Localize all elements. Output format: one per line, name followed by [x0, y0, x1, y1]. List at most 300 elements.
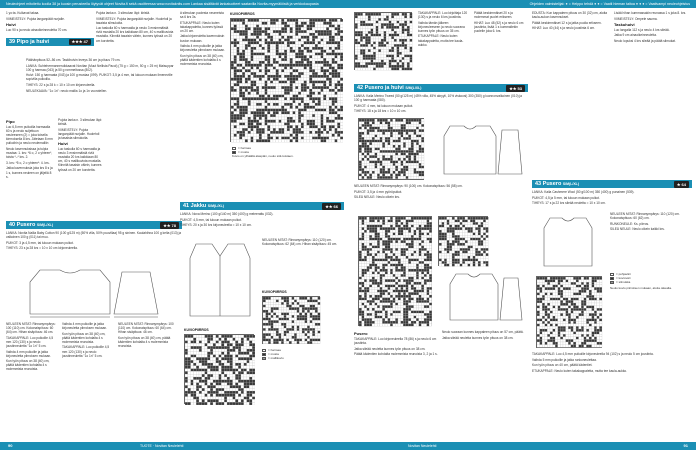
- chart-cell: [359, 264, 362, 267]
- chart-cell: [284, 326, 287, 329]
- chart-cell: [390, 259, 393, 262]
- chart-cell: [371, 31, 374, 34]
- chart-cell: [248, 97, 251, 100]
- chart-cell: [402, 36, 405, 39]
- chart-cell: [372, 298, 375, 301]
- chart-cell: [265, 36, 268, 39]
- chart-cell: [265, 58, 268, 61]
- chart-cell: [281, 47, 284, 50]
- chart-cell: [337, 114, 340, 117]
- chart-cell: [287, 81, 290, 84]
- chart-cell: [289, 307, 292, 310]
- chart-cell: [295, 97, 298, 100]
- chart-cell: [310, 318, 313, 321]
- chart-cell: [251, 25, 254, 28]
- chart-cell: [279, 318, 282, 321]
- chart-cell: [318, 341, 321, 344]
- chart-cell: [205, 352, 208, 355]
- chart-cell: [237, 44, 240, 47]
- chart-cell: [401, 274, 404, 277]
- chart-cell: [377, 272, 380, 275]
- chart-cell: [290, 86, 293, 89]
- chart-cell: [307, 89, 310, 92]
- chart-cell: [238, 366, 241, 369]
- chart-cell: [390, 287, 393, 290]
- chart-cell: [245, 27, 248, 30]
- chart-cell: [388, 269, 391, 272]
- chart-cell: [286, 310, 289, 313]
- chart-cell: [292, 318, 295, 321]
- chart-cell: [199, 349, 202, 352]
- chart-cell: [219, 399, 222, 402]
- chart-cell: [411, 311, 414, 314]
- chart-cell: [403, 142, 406, 145]
- chart-cell: [414, 153, 417, 156]
- chart-cell: [372, 238, 375, 241]
- chart-cell: [421, 227, 424, 230]
- chart-cell: [270, 53, 273, 56]
- chart-cell: [281, 336, 284, 339]
- chart-cell: [284, 27, 287, 30]
- chart-cell: [239, 123, 242, 126]
- chart-cell: [371, 18, 374, 21]
- chart-cell: [315, 39, 318, 42]
- chart-cell: [279, 310, 282, 313]
- chart-cell: [371, 44, 374, 47]
- chart-cell: [199, 360, 202, 363]
- chart-cell: [247, 374, 250, 377]
- chart-cell: [295, 109, 298, 112]
- chart-cell: [193, 391, 196, 394]
- chart-cell: [332, 58, 335, 61]
- chart-cell: [377, 217, 380, 220]
- chart-cell: [419, 163, 422, 166]
- chart-cell: [312, 328, 315, 331]
- chart-cell: [381, 31, 384, 34]
- chart-cell: [367, 127, 370, 130]
- chart-cell: [216, 391, 219, 394]
- chart-cell: [289, 300, 292, 303]
- chart-cell: [287, 22, 290, 25]
- chart-cell: [335, 109, 338, 112]
- chart-cell: [389, 29, 392, 32]
- chart-cell: [367, 292, 370, 295]
- chart-cell: [207, 346, 210, 349]
- chart-cell: [318, 313, 321, 316]
- chart-cell: [371, 29, 374, 32]
- chart-cell: [372, 166, 375, 169]
- chart-cell: [284, 83, 287, 86]
- chart-cell: [411, 282, 414, 285]
- chart-cell: [242, 67, 245, 70]
- chart-cell: [188, 391, 191, 394]
- chart-cell: [395, 311, 398, 314]
- chart-cell: [398, 148, 401, 151]
- chart-cell: [237, 83, 240, 86]
- chart-cell: [247, 343, 250, 346]
- chart-cell: [419, 277, 422, 280]
- chart-cell: [390, 122, 393, 125]
- chart-cell: [245, 92, 248, 95]
- chart-cell: [312, 27, 315, 30]
- chart-cell: [307, 313, 310, 316]
- chart-cell: [312, 75, 315, 78]
- chart-cell: [307, 64, 310, 67]
- chart-cell: [216, 335, 219, 338]
- chart-cell: [253, 100, 256, 103]
- chart-cell: [377, 261, 380, 264]
- chart-cell: [248, 53, 251, 56]
- chart-cell: [367, 308, 370, 311]
- chart-cell: [377, 163, 380, 166]
- chart-cell: [309, 109, 312, 112]
- chart-cell: [335, 47, 338, 50]
- chart-cell: [290, 61, 293, 64]
- chart-cell: [249, 380, 252, 383]
- chart-cell: [273, 310, 276, 313]
- chart-cell: [241, 399, 244, 402]
- chart-cell: [312, 50, 315, 53]
- legend-item: = mallikuvio: [262, 356, 344, 360]
- chart-cell: [414, 166, 417, 169]
- chart-cell: [248, 27, 251, 30]
- chart-cell: [384, 39, 387, 42]
- chart-cell: [375, 150, 378, 153]
- chart-cell: [340, 95, 343, 98]
- chart-cell: [259, 39, 262, 42]
- chart-cell: [191, 352, 194, 355]
- chart-cell: [369, 256, 372, 259]
- chart-cell: [406, 259, 409, 262]
- chart-cell: [393, 220, 396, 223]
- chart-cell: [416, 282, 419, 285]
- chart-cell: [326, 33, 329, 36]
- chart-cell: [321, 125, 324, 128]
- chart-cell: [376, 39, 379, 42]
- chart-cell: [265, 137, 268, 140]
- chart-cell: [382, 155, 385, 158]
- chart-cell: [378, 23, 381, 26]
- chart-cell: [221, 374, 224, 377]
- chart-cell: [276, 111, 279, 114]
- chart-cell: [424, 290, 427, 293]
- chart-cell: [362, 220, 365, 223]
- chart-cell: [312, 318, 315, 321]
- chart-cell: [239, 78, 242, 81]
- chart-cell: [362, 119, 365, 122]
- chart-cell: [248, 22, 251, 25]
- chart-cell: [287, 78, 290, 81]
- chart-cell: [360, 49, 363, 52]
- chart-cell: [207, 388, 210, 391]
- chart-cell: [244, 346, 247, 349]
- chart-cell: [410, 44, 413, 47]
- chart-cell: [337, 30, 340, 33]
- chart-cell: [287, 39, 290, 42]
- chart-cell: [401, 266, 404, 269]
- chart-cell: [406, 124, 409, 127]
- chart-cell: [213, 374, 216, 377]
- chart-cell: [393, 298, 396, 301]
- chart-cell: [411, 137, 414, 140]
- chart-cell: [309, 44, 312, 47]
- chart-cell: [386, 31, 389, 34]
- chart-cell: [231, 111, 234, 114]
- chart-cell: [244, 357, 247, 360]
- chart-cell: [329, 30, 332, 33]
- chart-cell: [329, 58, 332, 61]
- chart-cell: [284, 61, 287, 64]
- chart-cell: [406, 233, 409, 236]
- chart-cell: [398, 171, 401, 174]
- chart-cell: [321, 75, 324, 78]
- chart-cell: [224, 399, 227, 402]
- chart-cell: [326, 89, 329, 92]
- chart-cell: [249, 349, 252, 352]
- chart-cell: [329, 137, 332, 140]
- chart-cell: [262, 106, 265, 109]
- chart-cell: [224, 380, 227, 383]
- chart-cell: [388, 295, 391, 298]
- chart-cell: [419, 279, 422, 282]
- chart-cell: [332, 19, 335, 22]
- chart-cell: [241, 360, 244, 363]
- chart-cell: [395, 158, 398, 161]
- chart-cell: [369, 135, 372, 138]
- chart-cell: [384, 55, 387, 58]
- chart-cell: [364, 129, 367, 132]
- chart-cell: [326, 92, 329, 95]
- chart-cell: [337, 139, 340, 142]
- chart-cell: [398, 129, 401, 132]
- chart-cell: [271, 326, 274, 329]
- chart-cell: [315, 297, 318, 300]
- chart-cell: [259, 61, 262, 64]
- chart-cell: [358, 18, 361, 21]
- chart-cell: [378, 13, 381, 16]
- chart-cell: [323, 123, 326, 126]
- chart-cell: [377, 282, 380, 285]
- chart-cell: [386, 55, 389, 58]
- chart-cell: [295, 27, 298, 30]
- chart-cell: [248, 125, 251, 128]
- chart-cell: [419, 161, 422, 164]
- chart-cell: [388, 248, 391, 251]
- chart-cell: [301, 61, 304, 64]
- chart-cell: [312, 86, 315, 89]
- chart-cell: [403, 305, 406, 308]
- chart-cell: [358, 29, 361, 32]
- chart-cell: [219, 360, 222, 363]
- chart-cell: [286, 300, 289, 303]
- chart-cell: [419, 256, 422, 259]
- chart-cell: [386, 49, 389, 52]
- chart-cell: [241, 394, 244, 397]
- chart-cell: [268, 305, 271, 308]
- chart-cell: [266, 333, 269, 336]
- chart-cell: [355, 39, 358, 42]
- chart-cell: [359, 220, 362, 223]
- chart-cell: [241, 385, 244, 388]
- chart-cell: [315, 109, 318, 112]
- chart-cell: [355, 18, 358, 21]
- chart-cell: [298, 81, 301, 84]
- chart-cell: [193, 363, 196, 366]
- chart-cell: [213, 385, 216, 388]
- chart-cell: [375, 292, 378, 295]
- chart-cell: [237, 139, 240, 142]
- chart-cell: [416, 222, 419, 225]
- chart-cell: [284, 78, 287, 81]
- chart-cell: [390, 240, 393, 243]
- chart-cell: [429, 225, 432, 228]
- chart-cell: [247, 391, 250, 394]
- chart-cell: [403, 300, 406, 303]
- chart-cell: [363, 57, 366, 60]
- chart-cell: [294, 305, 297, 308]
- chart-cell: [318, 128, 321, 131]
- chart-cell: [309, 83, 312, 86]
- chart-cell: [216, 341, 219, 344]
- chart-cell: [205, 397, 208, 400]
- chart-cell: [273, 137, 276, 140]
- chart-cell: [262, 111, 265, 114]
- chart-cell: [358, 52, 361, 55]
- chart-cell: [295, 22, 298, 25]
- pattern-title: Pusero ja huivi: [364, 85, 404, 91]
- chart-cell: [326, 47, 329, 50]
- chart-cell: [239, 95, 242, 98]
- chart-cell: [411, 266, 414, 269]
- chart-cell: [380, 279, 383, 282]
- chart-cell: [207, 371, 210, 374]
- chart-cell: [273, 134, 276, 137]
- chart-cell: [337, 64, 340, 67]
- chart-cell: [230, 349, 233, 352]
- chart-cell: [377, 145, 380, 148]
- chart-cell: [411, 274, 414, 277]
- chart-cell: [385, 261, 388, 264]
- chart-cell: [414, 279, 417, 282]
- chart-cell: [239, 86, 242, 89]
- chart-cell: [416, 311, 419, 314]
- chart-cell: [193, 338, 196, 341]
- chart-cell: [234, 111, 237, 114]
- chart-cell: [279, 89, 282, 92]
- chart-cell: [329, 128, 332, 131]
- chart-cell: [421, 132, 424, 135]
- chart-cell: [419, 166, 422, 169]
- chart-cell: [390, 264, 393, 267]
- chart-cell: [380, 243, 383, 246]
- chart-cell: [276, 297, 279, 300]
- chart-cell: [221, 338, 224, 341]
- chart-cell: [326, 72, 329, 75]
- chart-cell: [248, 44, 251, 47]
- chart-cell: [284, 103, 287, 106]
- chart-cell: [279, 339, 282, 342]
- chart-cell: [398, 240, 401, 243]
- chart-cell: [307, 103, 310, 106]
- chart-cell: [210, 371, 213, 374]
- chart-cell: [394, 21, 397, 24]
- chart-cell: [249, 360, 252, 363]
- chart-cell: [385, 166, 388, 169]
- chart-cell: [340, 120, 343, 123]
- chart-cell: [295, 111, 298, 114]
- chart-cell: [185, 338, 188, 341]
- chart-cell: [231, 55, 234, 58]
- chart-cell: [227, 355, 230, 358]
- chart-cell: [414, 171, 417, 174]
- chart-cell: [292, 313, 295, 316]
- chart-cell: [323, 109, 326, 112]
- chart-cell: [268, 328, 271, 331]
- chart-cell: [385, 251, 388, 254]
- chart-cell: [276, 305, 279, 308]
- chart-cell: [281, 307, 284, 310]
- chart-cell: [210, 349, 213, 352]
- chart-cell: [388, 292, 391, 295]
- chart-cell: [279, 22, 282, 25]
- chart-cell: [391, 52, 394, 55]
- chart-cell: [359, 124, 362, 127]
- chart-cell: [372, 235, 375, 238]
- chart-cell: [315, 25, 318, 28]
- chart-cell: [403, 238, 406, 241]
- chart-cell: [307, 47, 310, 50]
- chart-cell: [364, 235, 367, 238]
- chart-cell: [397, 23, 400, 26]
- chart-cell: [259, 109, 262, 112]
- chart-cell: [292, 302, 295, 305]
- chart-cell: [337, 47, 340, 50]
- chart-cell: [411, 303, 414, 306]
- chart-cell: [393, 300, 396, 303]
- chart-cell: [307, 302, 310, 305]
- chart-cell: [224, 357, 227, 360]
- chart-cell: [323, 61, 326, 64]
- chart-cell: [256, 114, 259, 117]
- chart-cell: [193, 355, 196, 358]
- chart-cell: [284, 106, 287, 109]
- chart-cell: [377, 311, 380, 314]
- chart-cell: [395, 235, 398, 238]
- chart-cell: [262, 92, 265, 95]
- chart-cell: [281, 328, 284, 331]
- chart-cell: [429, 243, 432, 246]
- chart-cell: [408, 217, 411, 220]
- chart-cell: [235, 391, 238, 394]
- chart-cell: [188, 346, 191, 349]
- chart-cell: [301, 36, 304, 39]
- chart-cell: [368, 57, 371, 60]
- chart-cell: [385, 292, 388, 295]
- chart-cell: [376, 57, 379, 60]
- chart-cell: [401, 171, 404, 174]
- chart-cell: [380, 300, 383, 303]
- chart-cell: [238, 394, 241, 397]
- chart-cell: [414, 132, 417, 135]
- chart-cell: [304, 120, 307, 123]
- chart-cell: [234, 58, 237, 61]
- chart-cell: [395, 303, 398, 306]
- chart-cell: [207, 402, 210, 405]
- chart-cell: [403, 127, 406, 130]
- chart-cell: [235, 341, 238, 344]
- chart-cell: [284, 125, 287, 128]
- chart-cell: [391, 16, 394, 19]
